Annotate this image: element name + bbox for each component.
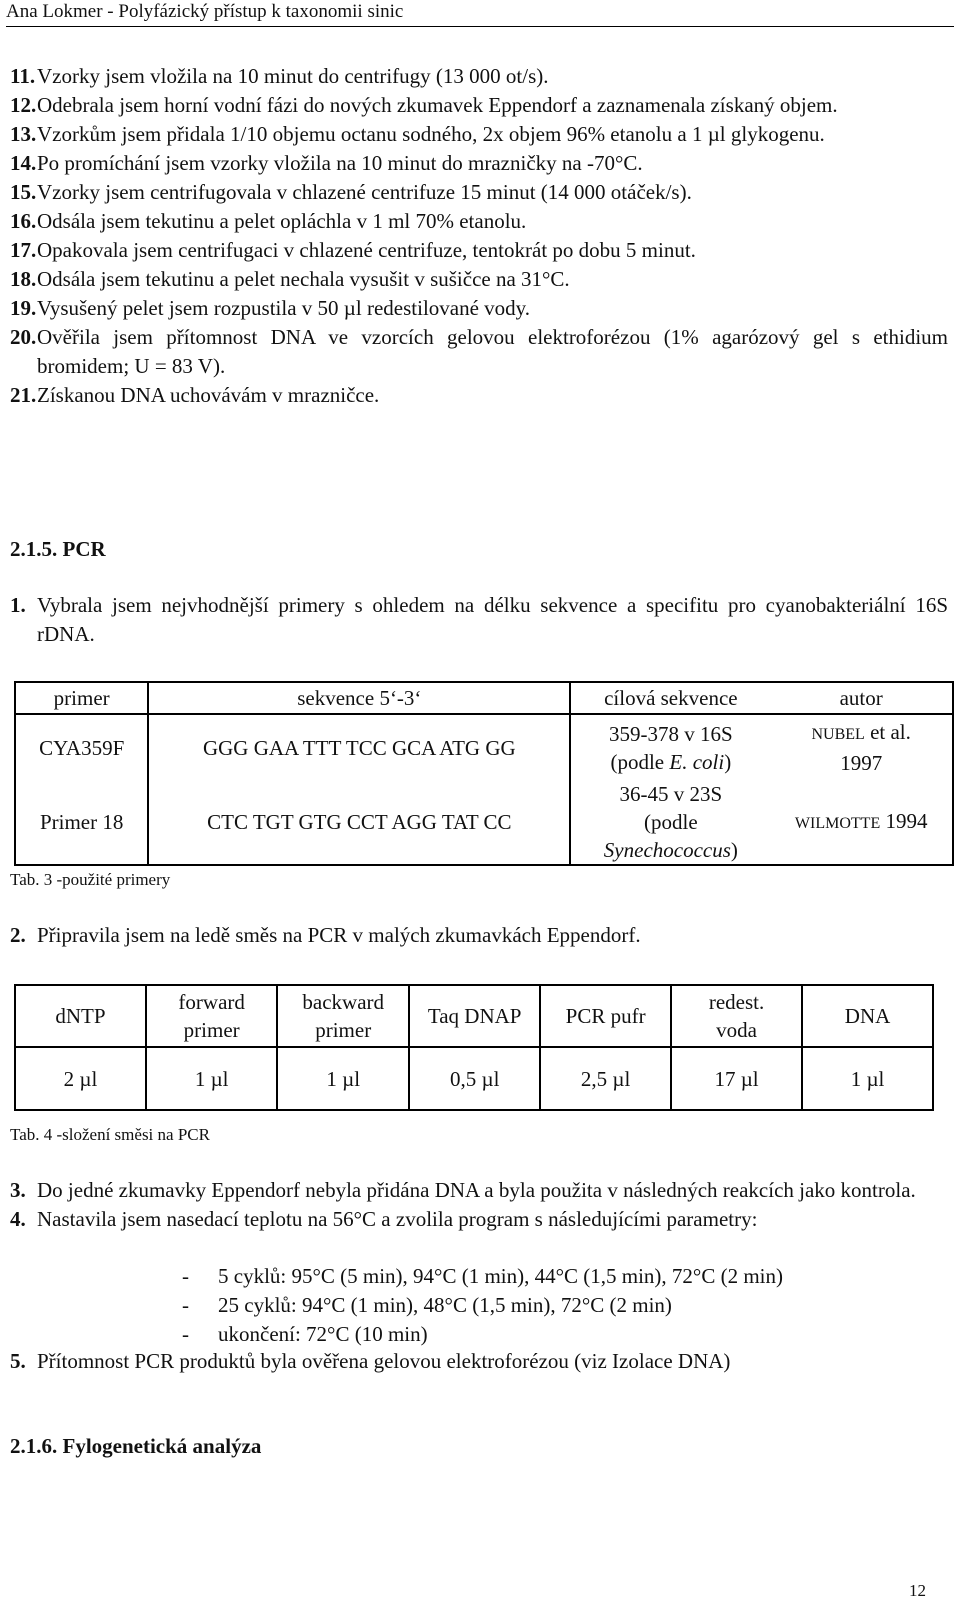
pcr-step-2 (10, 921, 948, 950)
list-item: 5. Přítomnost PCR produktů byla ověřena gelovou elektroforézou (viz Izolace DNA) (10, 1349, 731, 1373)
table-header-cell: redest. voda (671, 985, 802, 1047)
pcr-step-1 (10, 591, 948, 649)
table-row (15, 714, 953, 780)
list-item: 19. Vysušený pelet jsem rozpustila v 50 µl redestilované vody. (10, 296, 531, 320)
list-item: 2. Připravila jsem na ledě směs na PCR v malých zkumavkách Eppendorf. (10, 923, 641, 947)
table-cell-target: 36-45 v 23S (podle Synechococcus) (603, 782, 738, 862)
table-caption: Tab. 3 -použité primery (10, 870, 171, 889)
page-number: 12 (909, 1581, 926, 1600)
table-cell: 1 µl (277, 1047, 409, 1110)
pcr-steps-3-4 (10, 1176, 948, 1234)
table-row (15, 780, 953, 865)
primers-table (14, 681, 954, 866)
section-heading-phylogenetics: 2.1.6. Fylogenetická analýza (10, 1434, 262, 1458)
table-cell: 1 µl (850, 1066, 885, 1091)
list-item: 3. Do jedné zkumavky Eppendorf nebyla přidána DNA a byla použita v následných reakcích jako kontrola. (10, 1178, 916, 1202)
table-cell-primer: Primer 18 (15, 780, 148, 865)
table-cell-author: WILMOTTE 1994 (794, 808, 928, 833)
list-item: - 25 cyklů: 94°C (1 min), 48°C (1,5 min), 72°C (2 min) (182, 1293, 672, 1317)
table-cell: 2 µl (15, 1047, 146, 1110)
list-item: 18. Odsála jsem tekutinu a pelet nechala vysušit v sušičce na 31°C. (10, 267, 570, 291)
running-header (6, 0, 954, 27)
list-item: 21. Získanou DNA uchovávám v mrazničce. (10, 383, 380, 407)
table-caption: Tab. 4 -složení směsi na PCR (10, 1125, 210, 1144)
list-item: 11. Vzorky jsem vložila na 10 minut do centrifugy (13 000 ot/s). (10, 64, 549, 88)
list-item: 13. Vzorkům jsem přidala 1/10 objemu octanu sodného, 2x objem 96% etanolu a 1 µl glykogenu. (10, 122, 825, 146)
table-row (15, 1047, 933, 1110)
list-item: 1. Vybrala jsem nejvhodnější primery s ohledem na délku sekvence a specifitu pro cyanobakteriální 16S rDNA. (10, 593, 948, 646)
isolation-steps (10, 62, 948, 410)
table-header-cell: cílová sekvence (570, 682, 770, 714)
list-item: 14. Po promíchání jsem vzorky vložila na 10 minut do mrazničky na -70°C. (10, 151, 643, 175)
table-cell-sequence: CTC TGT GTG CCT AGG TAT CC (148, 780, 570, 865)
table-header-row (15, 682, 953, 714)
table-header-row (15, 985, 933, 1047)
list-item: 16. Odsála jsem tekutinu a pelet opláchla v 1 ml 70% etanolu. (10, 209, 527, 233)
pcr-mix-table (14, 984, 934, 1111)
list-item: 17. Opakovala jsem centrifugaci v chlazené centrifuze, tentokrát po dobu 5 minut. (10, 238, 696, 262)
list-item: - 5 cyklů: 95°C (5 min), 94°C (1 min), 44°C (1,5 min), 72°C (2 min) (182, 1264, 783, 1288)
table-cell: 17 µl (671, 1047, 802, 1110)
table-cell: 0,5 µl (409, 1047, 540, 1110)
table-header-cell: DNA (802, 985, 933, 1047)
table-cell: 2,5 µl (540, 1047, 671, 1110)
running-title: Ana Lokmer - Polyfázický přístup k taxonomii sinic (6, 1, 404, 22)
table-cell-sequence: GGG GAA TTT TCC GCA ATG GG (148, 714, 570, 780)
table-cell-author: NUBEL et al. 1997 (811, 720, 911, 775)
table-cell: 1 µl (146, 1047, 277, 1110)
list-item: 15. Vzorky jsem centrifugovala v chlazené centrifuze 15 minut (14 000 otáček/s). (10, 180, 692, 204)
table-header-cell: sekvence 5‘-3‘ (148, 682, 570, 714)
table-header-cell: primer (15, 682, 148, 714)
list-item: - ukončení: 72°C (10 min) (182, 1322, 428, 1346)
table-cell-primer: CYA359F (15, 714, 148, 780)
section-heading-pcr: 2.1.5. PCR (10, 537, 106, 561)
table-header-cell: forward primer (146, 985, 277, 1047)
pcr-step-5 (10, 1347, 948, 1376)
table-header-cell: Taq DNAP (409, 985, 540, 1047)
list-item: 4. Nastavila jsem nasedací teplotu na 56°C a zvolila program s následujícími parametry: (10, 1207, 758, 1231)
table-header-cell: backward primer (277, 985, 409, 1047)
table-header-cell: dNTP (15, 985, 146, 1047)
list-item: 20. Ověřila jsem přítomnost DNA ve vzorcích gelovou elektroforézou (1% agarózový gel s ethidium bromidem; U = 83 V). (10, 325, 948, 378)
table-header-cell: PCR pufr (540, 985, 671, 1047)
program-parameters-list (182, 1262, 783, 1349)
table-cell-target: 359-378 v 16S (podle E. coli) (609, 721, 733, 774)
list-item: 12. Odebrala jsem horní vodní fázi do nových zkumavek Eppendorf a zaznamenala získaný objem. (10, 93, 838, 117)
table-header-cell: autor (770, 682, 953, 714)
